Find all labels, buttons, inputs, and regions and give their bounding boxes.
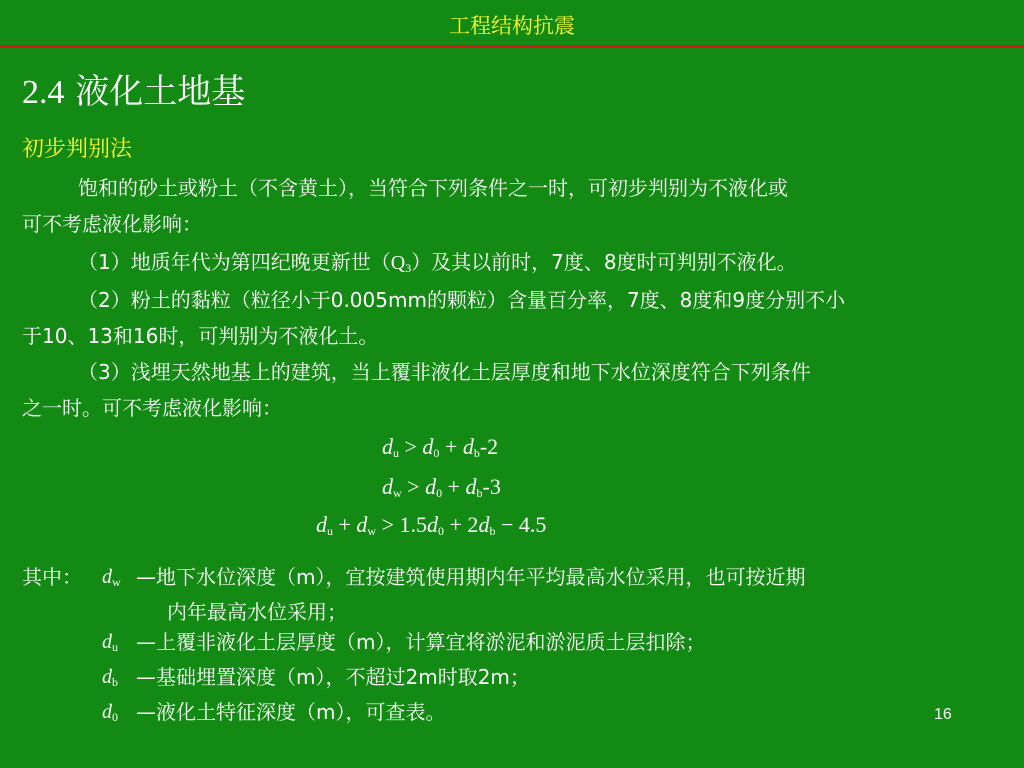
definition-text: —基础埋置深度（m），不超过2m时取2m； [136,665,530,689]
subheading: 初步判别法 [22,137,133,162]
definition-row [22,627,1012,662]
condition-1-sub: 3 [405,261,412,275]
section-number: 2.4 [22,74,65,111]
condition-3-line-1: （3）浅埋天然地基上的建筑，当上覆非液化土层厚度和地下水位深度符合下列条件 [78,360,811,384]
definition-text: —上覆非液化土层厚度（m），计算宜将淤泥和淤泥质土层扣除； [136,630,706,654]
condition-2 [22,282,1004,354]
definition-row [22,562,1012,597]
condition-3-line-2: 之一时。可不考虑液化影响： [22,396,282,420]
condition-1 [22,244,1004,286]
formula-1: $d_u > d_0 + d_b-2$ [382,434,499,460]
symbol: $d_b$ [102,666,118,689]
definition-continuation: 内年最高水位采用； [167,600,347,624]
header-title: 工程结构抗震 [449,14,575,38]
formula-3: $d_u + d_w > 1.5d_0 + 2d_b - 4.5$ [316,512,547,538]
condition-2-line-1: （2）粉土的黏粒（粒径小于0.005mm的颗粒）含量百分率，7度、8度和9度分别不小 [78,288,846,312]
intro-line-1: 饱和的砂土或粉土（不含黄土），当符合下列条件之一时，可初步判别为不液化或 [78,176,788,200]
definition-row [22,697,1012,732]
symbol: $d_0$ [102,701,118,724]
intro-paragraph [22,170,1004,242]
section-title [22,64,245,113]
definition-row [22,662,1012,697]
formula-2: $d_w > d_0 + d_b-3$ [382,474,501,500]
definition-text: —地下水位深度（m），宜按建筑使用期内年平均最高水位采用，也可按近期 [136,565,806,589]
condition-1-q: Q [390,252,406,274]
condition-2-line-2: 于10、13和16时，可判别为不液化土。 [22,324,379,348]
section-title-text: 液化土地基 [75,72,246,112]
header-divider [0,45,1024,48]
condition-3 [22,354,1004,426]
condition-1-text-a: （1）地质年代为第四纪晚更新世（ [78,250,391,274]
definitions [22,562,1012,732]
definitions-label: 其中： [22,565,82,589]
intro-line-2: 可不考虑液化影响： [22,212,202,236]
symbol: $d_u$ [102,631,118,654]
definition-text: —液化土特征深度（m），可查表。 [136,700,446,724]
page-number: 16 [934,706,952,723]
condition-1-text-b: ）及其以前时，7度、8度时可判别不液化。 [411,250,797,274]
symbol: $d_w$ [102,566,121,589]
